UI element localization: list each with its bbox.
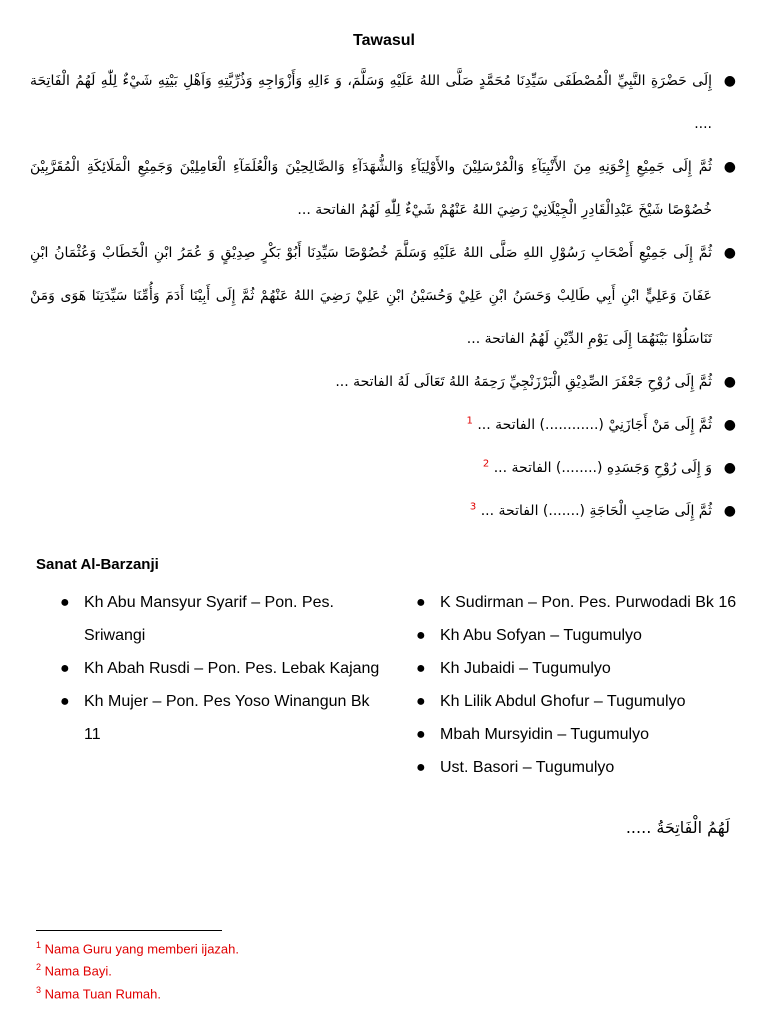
- sanat-name: Ust. Basori – Tugumulyo: [440, 759, 615, 776]
- bullet-icon: ●: [416, 627, 426, 644]
- page-title: Tawasul: [353, 32, 415, 49]
- sanat-list-item: [58, 652, 388, 685]
- tawasul-item: [30, 232, 740, 361]
- bullet-icon: ●: [723, 374, 736, 390]
- bullet-icon: ●: [723, 159, 736, 175]
- footnote-ref-1[interactable]: 1: [466, 415, 473, 427]
- sanat-name: Kh Abu Mansyur Syarif – Pon. Pes. Sriwangi: [84, 594, 334, 644]
- footnote-number: 2: [36, 962, 42, 973]
- tawasul-item: [30, 146, 740, 232]
- closing-fatihah: لَهُمُ الْفَاتِحَةُ .....: [625, 818, 730, 837]
- sanat-list-item: [414, 685, 744, 718]
- footnote-text: Nama Tuan Rumah.: [44, 985, 161, 1001]
- sanat-name: Kh Abah Rusdi – Pon. Pes. Lebak Kajang: [84, 660, 380, 677]
- sanat-list-item: [414, 718, 744, 751]
- bullet-icon: ●: [416, 660, 426, 677]
- tawasul-item: [30, 404, 740, 447]
- footnote-item: [36, 958, 239, 980]
- bullet-icon: ●: [60, 594, 70, 611]
- tawasul-item: [30, 361, 740, 404]
- bullet-icon: ●: [723, 503, 736, 519]
- sanat-list-item: [414, 619, 744, 652]
- sanat-name: Kh Lilik Abdul Ghofur – Tugumulyo: [440, 693, 686, 710]
- footnote-text: Nama Guru yang memberi ijazah.: [44, 941, 239, 957]
- sanat-name: Mbah Mursyidin – Tugumulyo: [440, 726, 649, 743]
- tawasul-item: [30, 60, 740, 146]
- sanat-list-right: [414, 586, 744, 784]
- tawasul-item: [30, 490, 740, 533]
- footnote-item: [36, 981, 239, 1003]
- bullet-icon: ●: [416, 693, 426, 710]
- tawasul-text: ثُمَّ إِلَى رُوْحِ جَعْفَرَ الصِّدِيْقِ الْبَرْزَنْجِيِّ رَحِمَهُ اللهُ تَعَالَى لَهُ الفاتحة ...: [335, 374, 712, 390]
- bullet-icon: ●: [723, 417, 736, 433]
- tawasul-text: إِلَى حَضْرَةِ النَّبِيِّ الْمُصْطَفَى سَيِّدِنَا مُحَمَّدٍ صَلَّى اللهُ عَلَيْهِ وَسَلَّمَ، وَ ءَالِهِ وَأَزْوَاجِهِ وَذُرِّيَّتِهِ وَاَهْلِ بَيْتِهِ شَيْءٌ لِلّٰهِ لَهُمُ الْفَاتِحَة ....: [30, 73, 712, 132]
- bullet-icon: ●: [416, 594, 426, 611]
- sanat-title: Sanat Al-Barzanji: [36, 556, 159, 573]
- sanat-name: K Sudirman – Pon. Pes. Purwodadi Bk 16: [440, 594, 737, 611]
- footnote-number: 1: [36, 940, 42, 950]
- bullet-icon: ●: [60, 660, 70, 677]
- tawasul-text: ثُمَّ إِلَى صَاحِبِ الْحَاجَةِ (.......) الفاتحة ...: [480, 503, 712, 519]
- footnote-item: [36, 936, 239, 958]
- bullet-icon: ●: [416, 726, 426, 743]
- tawasul-list: [30, 60, 740, 533]
- sanat-list-item: [414, 586, 744, 619]
- tawasul-text: وَ إِلَى رُوْحِ وَجَسَدِهِ (........) الفاتحة ...: [493, 460, 712, 476]
- sanat-list-left: [58, 586, 388, 751]
- sanat-name: Kh Jubaidi – Tugumulyo: [440, 660, 611, 677]
- footnote-ref-2[interactable]: 2: [482, 458, 490, 470]
- tawasul-text: ثُمَّ إِلَى جَمِيْعِ أَصْحَابِ رَسُوْلِ اللهِ صَلَّى اللهُ عَلَيْهِ وَسَلَّمَ خُصُوْصًا سَيِّدِنَا أَبُوْ بَكْرٍ صِدِيْقٍ وَ عُمَرُ ابْنِ الْخَطَابْ وَعُثْمَانُ ابْنِ عَفَانَ وَعَلِيٍّ ابْنِ أَبِي طَالِبْ وَحَسَنُ ابْنِ عَلِيْ وَحُسَيْنُ ابْنِ عَلِيْ رَضِيَ اللهُ عَنْهُمْ ثُمَّ إِلَى أَبِيْنَا أَدَمَ وَأُمِّنَا سَيِّدَتِنَا هَوَى وَمَنْ تَنَاسَلُوْا بَيْنَهُمَا إِلَى يَوْمِ الدِّيْنِ لَهُمُ الفاتحة ...: [30, 245, 712, 347]
- sanat-name: Kh Mujer – Pon. Pes Yoso Winangun Bk 11: [84, 693, 370, 743]
- bullet-icon: ●: [60, 693, 70, 710]
- tawasul-text: ثُمَّ إِلَى مَنْ أَجَازَنِيْ (............) الفاتحة ...: [477, 417, 712, 433]
- sanat-list-item: [414, 751, 744, 784]
- sanat-list-item: [58, 685, 388, 751]
- tawasul-item: [30, 447, 740, 490]
- sanat-name: Kh Abu Sofyan – Tugumulyo: [440, 627, 642, 644]
- footnote-number: 3: [36, 984, 42, 995]
- bullet-icon: ●: [723, 460, 736, 476]
- footnote-divider: [36, 930, 222, 931]
- footnote-text: Nama Bayi.: [44, 963, 112, 979]
- footnotes: [36, 936, 239, 1003]
- tawasul-text: ثُمَّ إِلَى جَمِيْعِ إِخْوَنِهِ مِنَ الأَنْبِيَآءِ وَالْمُرْسَلِيْنَ والأَوْلِيَآءِ وَالشُّهَدَآءِ وَالصَّالِحِيْنَ وَالْعُلَمَآءِ الْعَامِلِيْنَ وَجَمِيْعِ الْمَلَائِكَةِ الْمُقَرَّبِيْنَ خُصُوْصًا شَيْخَ عَبْدِالْقَادِرِ الْجِيْلَانِيْ رَضِيَ اللهُ عَنْهُمْ شَيْءٌ لِلّٰهِ لَهُمُ الفاتحة ...: [30, 159, 712, 218]
- bullet-icon: ●: [723, 73, 736, 89]
- sanat-list-item: [58, 586, 388, 652]
- footnote-ref-3[interactable]: 3: [469, 501, 477, 513]
- bullet-icon: ●: [723, 245, 736, 261]
- sanat-list-item: [414, 652, 744, 685]
- bullet-icon: ●: [416, 759, 426, 776]
